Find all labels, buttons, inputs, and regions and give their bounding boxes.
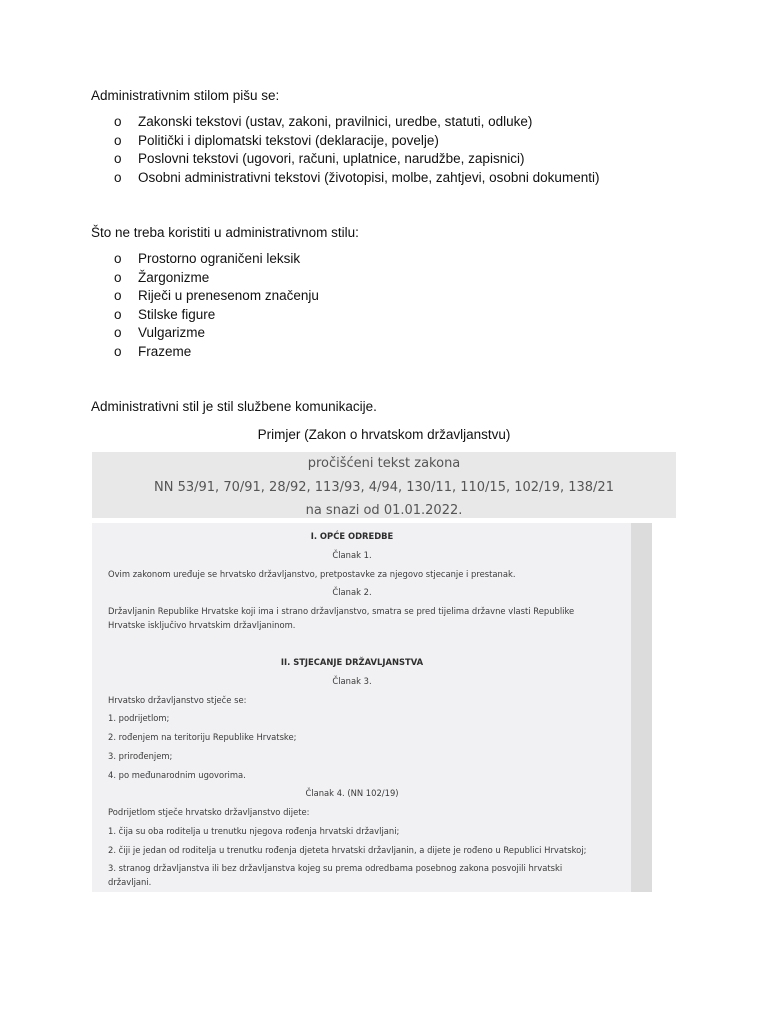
law-panel-scrollbar[interactable] [631,523,652,892]
article-text: Hrvatske isključivo hrvatskim državljaninom. [108,620,296,630]
article-text: 4. po međunarodnim ugovorima. [108,770,246,780]
text-types-list [114,113,599,187]
article-text: 3. prirođenjem; [108,751,173,761]
article-text: Ovim zakonom uređuje se hrvatsko državljanstvo, pretpostavke za njegovo stjecanje i prestanak. [108,569,516,579]
law-header-effective-date: na snazi od 01.01.2022. [305,503,463,518]
bullet-marker: o [114,306,122,322]
article-text: Podrijetlom stječe hrvatsko državljanstvo dijete: [108,807,310,817]
article-heading: Članak 2. [332,587,372,597]
list-item: o Politički i diplomatski tekstovi (deklaracije, povelje) [114,132,599,151]
list-item: o Stilske figure [114,306,319,325]
article-text: državljani. [108,877,152,887]
bullet-marker: o [114,251,122,266]
list-item: o Osobni administrativni tekstovi (životopisi, molbe, zahtjevi, osobni dokumenti) [114,169,599,188]
avoid-list [114,250,319,361]
bullet-marker: o [114,132,122,148]
bullet-marker: o [114,151,122,166]
list-item: o Frazeme [114,343,319,362]
bullet-marker: o [114,343,122,359]
list-item: o Vulgarizme [114,324,319,343]
list-item: o Žargonizme [114,269,319,288]
definition-text: Administrativni stil je stil službene komunikacije. [91,399,377,414]
section-heading: I. OPĆE ODREDBE [310,531,394,541]
law-text-panel [92,523,652,892]
article-text: Hrvatsko državljanstvo stječe se: [108,695,247,705]
list-item: o Riječi u prenesenom značenju [114,287,319,306]
article-text: 2. čiji je jedan od roditelja u trenutku rođenja djeteta hrvatski državljanin, a dijete je rođeno u Republici Hrvatskoj; [108,845,587,855]
example-title: Primjer (Zakon o hrvatskom državljanstvu) [257,427,511,442]
article-heading: Članak 3. [332,676,372,686]
article-text: Državljanin Republike Hrvatske koji ima i strano državljanstvo, smatra se pred tijelima državne vlasti Republike [108,606,575,616]
list-item: o Prostorno ograničeni leksik [114,250,319,269]
bullet-marker: o [114,169,122,185]
article-text: 2. rođenjem na teritoriju Republike Hrvatske; [108,732,297,742]
list-item: o Poslovni tekstovi (ugovori, računi, uplatnice, narudžbe, zapisnici) [114,150,599,169]
article-text: 1. čija su oba roditelja u trenutku njegova rođenja hrvatski državljani; [108,826,400,836]
section-heading: II. STJECANJE DRŽAVLJANSTVA [280,657,424,667]
bullet-marker: o [114,269,122,285]
law-header-box [92,452,676,518]
law-header-gazette-refs: NN 53/91, 70/91, 28/92, 113/93, 4/94, 130/11, 110/15, 102/19, 138/21 [154,479,614,495]
article-heading: Članak 4. (NN 102/19) [305,788,399,798]
bullet-marker: o [114,114,122,129]
list-item: o Zakonski tekstovi (ustav, zakoni, pravilnici, uredbe, statuti, odluke) [114,113,599,132]
article-text: 1. podrijetlom; [108,713,170,723]
article-text: 3. stranog državljanstva ili bez državljanstva kojeg su prema odredbama posebnog zakona posvojili hrvatski [108,863,563,873]
article-heading: Članak 1. [332,550,372,560]
bullet-marker: o [114,288,122,303]
intro-heading: Administrativnim stilom pišu se: [91,88,280,103]
avoid-heading: Što ne treba koristiti u administrativnom stilu: [91,225,359,240]
bullet-marker: o [114,325,122,340]
law-header-subtitle: pročišćeni tekst zakona [307,456,461,471]
